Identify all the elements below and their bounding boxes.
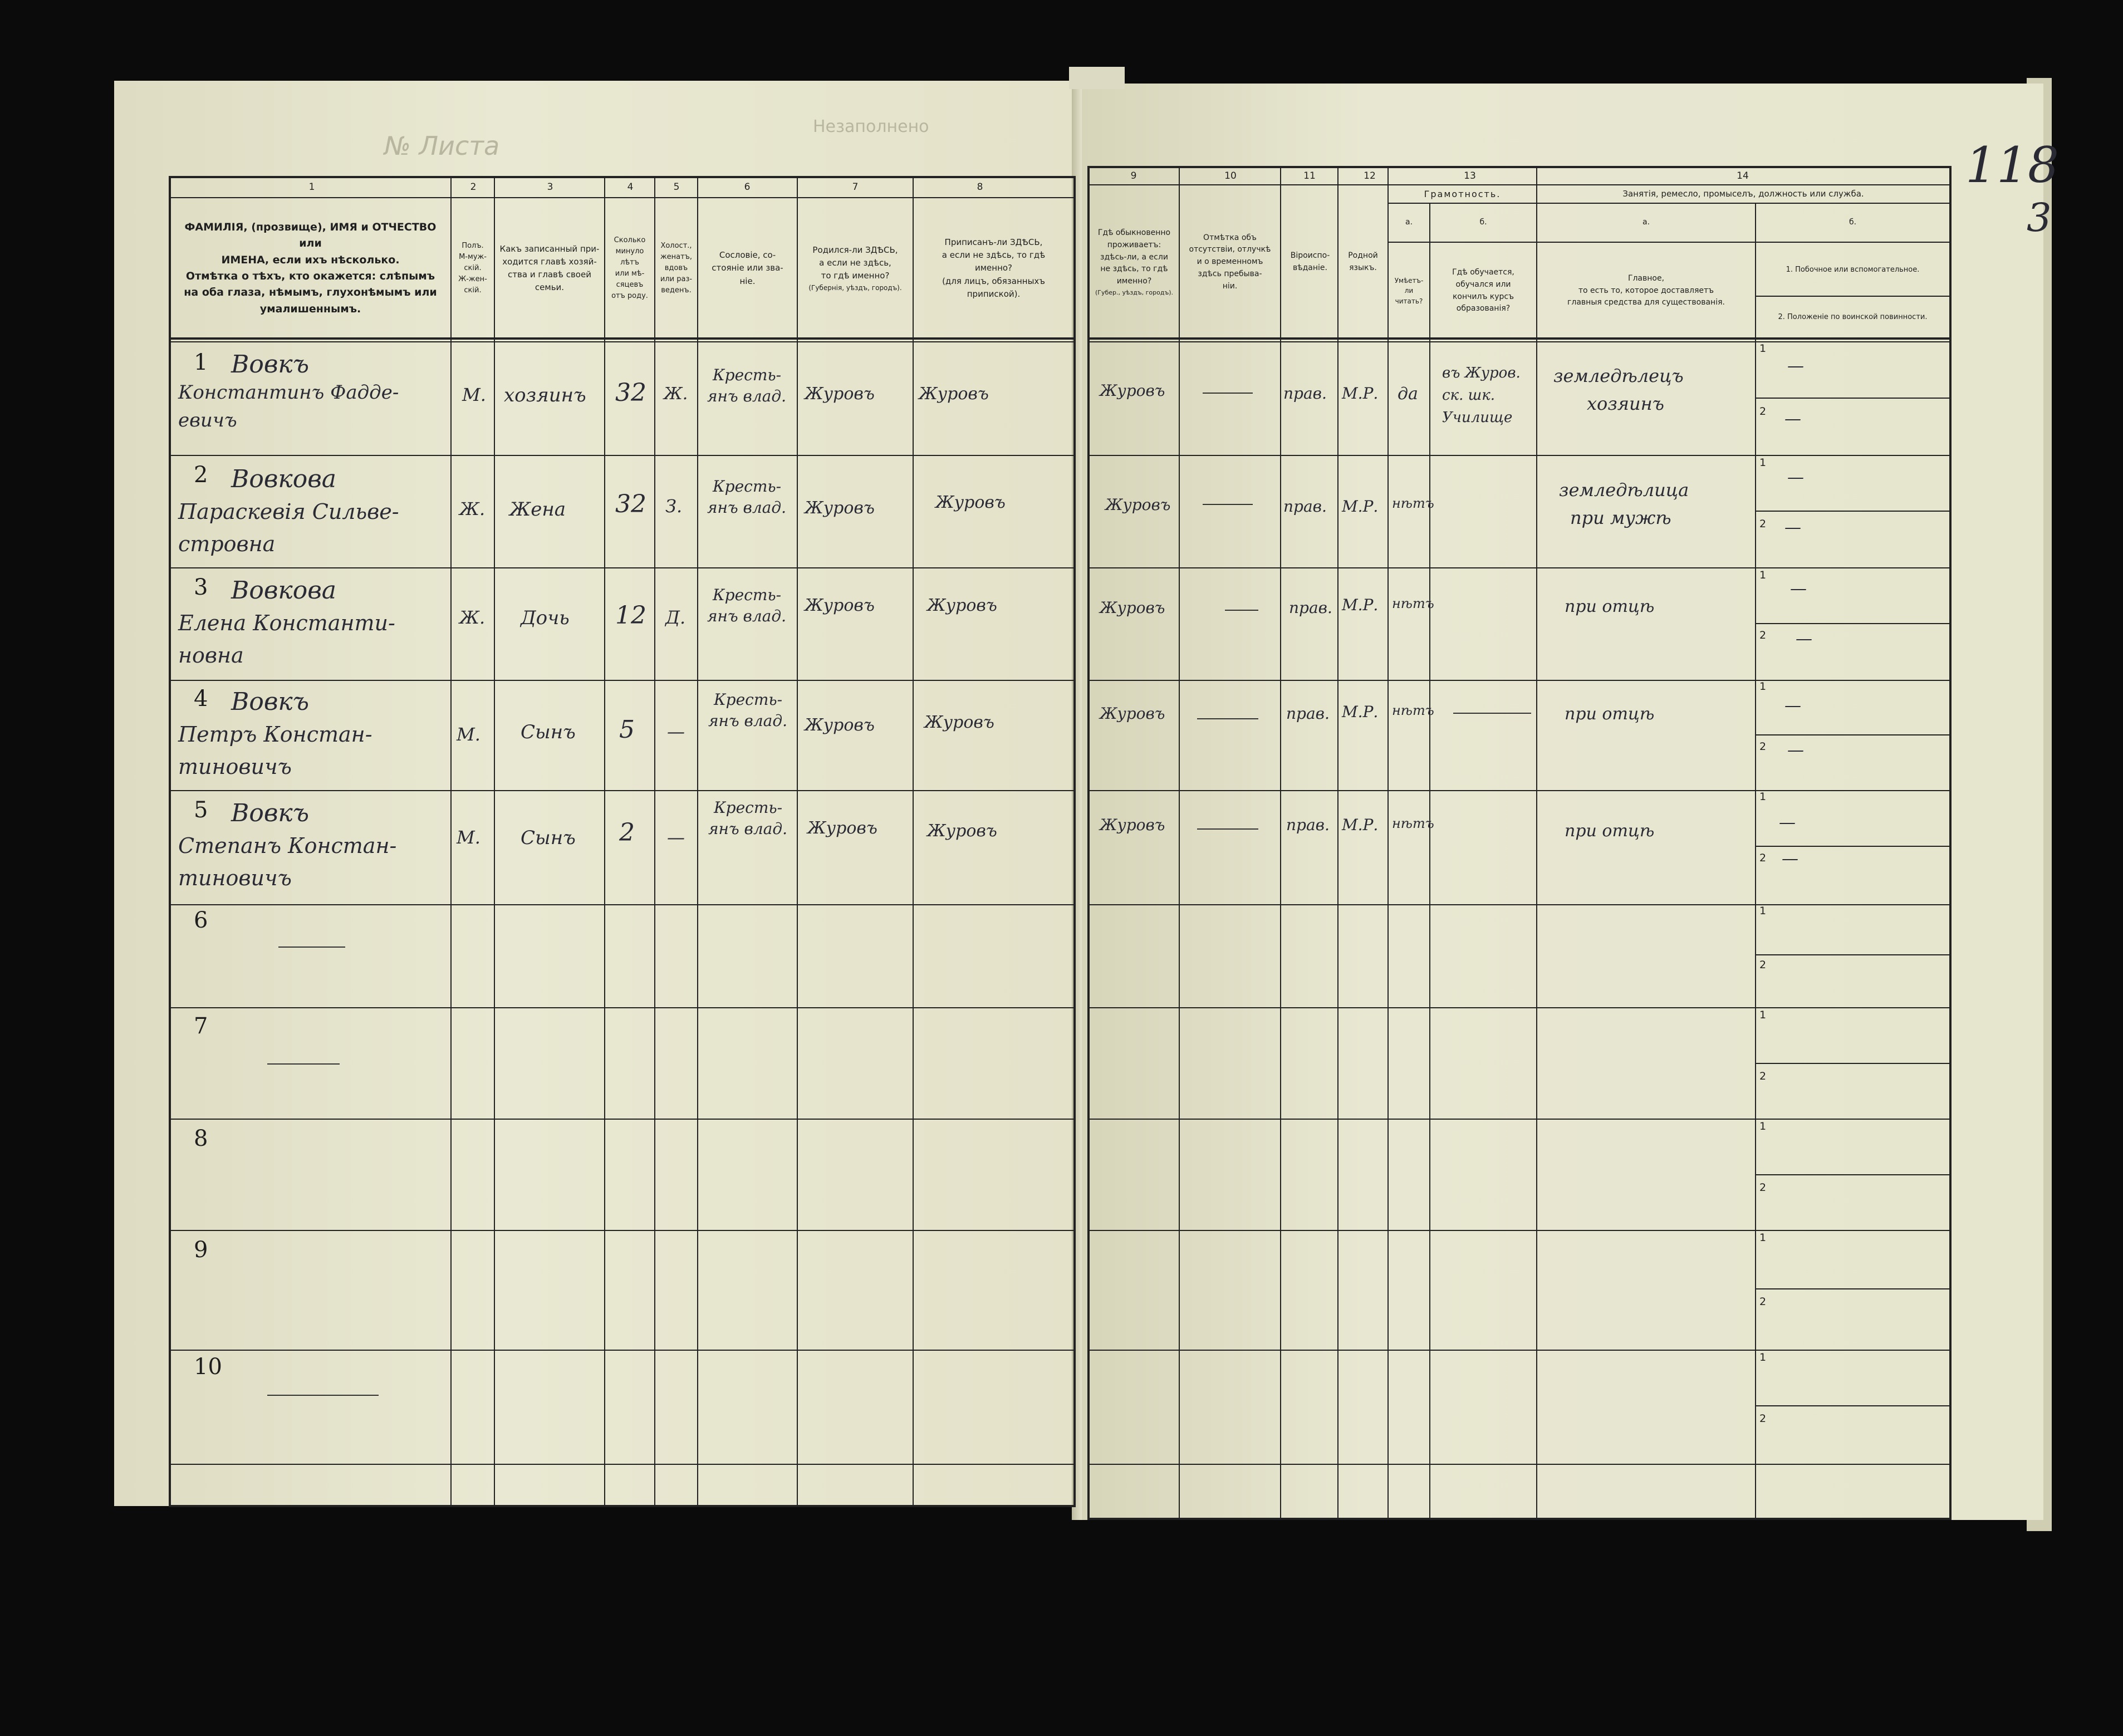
absence-cell: [1203, 504, 1253, 505]
col-number-6: 6: [744, 182, 751, 193]
estate-cell: [707, 365, 786, 407]
education-line: въ Журов.: [1442, 365, 1521, 381]
header-line: Умѣетъ-: [1394, 276, 1424, 285]
header-line: веденъ.: [661, 286, 692, 295]
col-number-5: 5: [673, 182, 680, 193]
age-cell: 2: [619, 818, 635, 847]
absence-cell: [1203, 393, 1253, 394]
name-line: Вовкова: [231, 465, 337, 493]
absence-cell: [1225, 610, 1258, 611]
archive-page-number: 118: [1965, 136, 2059, 194]
header-line: именно?: [974, 263, 1013, 273]
header-line: то гдѣ именно?: [821, 271, 890, 281]
header-absence-column: [1180, 189, 1279, 335]
person-name: [178, 463, 399, 560]
sub-label-1: 1: [1759, 1232, 1767, 1244]
sub-label-2: 2: [1759, 629, 1767, 641]
sub-label-2: 2: [1759, 852, 1767, 864]
header-line: вдовъ: [664, 263, 688, 272]
row-number: 1: [194, 350, 208, 375]
sub-label-2: 2: [1759, 1296, 1767, 1308]
military-status-dash: —: [1796, 629, 1812, 649]
header-ascribed-column: [914, 202, 1073, 335]
residence-cell: Журовъ: [1100, 816, 1165, 834]
sub-label-1: 1: [1759, 569, 1767, 581]
header-language-column: [1339, 189, 1387, 335]
name-line: новна: [178, 643, 244, 668]
header-line: (Губер., уѣздъ, городъ).: [1095, 288, 1174, 296]
occupation-line: при мужѣ: [1570, 507, 1671, 528]
empty-entry-dash: [278, 947, 345, 948]
estate-line: янъ влад.: [707, 607, 787, 625]
header-line: Віроиспо-: [1290, 251, 1330, 261]
header-line: не здѣсь, то гдѣ: [1100, 264, 1168, 274]
religion-cell: прав.: [1283, 497, 1327, 516]
col-number-2: 2: [470, 182, 477, 193]
row-number: 6: [194, 908, 208, 933]
empty-entry-dash: [267, 1063, 340, 1065]
name-line: Вовкъ: [231, 688, 310, 716]
literacy-cell: нѣтъ: [1392, 596, 1434, 611]
ascribed-cell: Журовъ: [927, 596, 997, 615]
residence-cell: Журовъ: [1100, 599, 1165, 617]
sub-label-1: 1: [1759, 457, 1767, 469]
estate-line: янъ влад.: [707, 498, 787, 517]
marital-cell: —: [667, 721, 685, 742]
header-line: женатъ,: [660, 252, 693, 261]
header-sex-column: [452, 202, 493, 335]
estate-cell: [708, 689, 787, 732]
sub-label-1: 1: [1759, 342, 1767, 355]
row-number: 5: [194, 797, 208, 823]
header-line: сяцевъ: [616, 281, 644, 290]
header-line: Отмѣтка о тѣхъ, кто окажется: слѣпымъ: [185, 270, 435, 282]
header-line: ли: [1404, 287, 1414, 295]
secondary-occupation-dash: —: [1790, 579, 1807, 599]
header-line: отсутствіи, отлучкѣ: [1189, 245, 1271, 254]
header-line: кончилъ курсъ: [1452, 292, 1514, 301]
occupation-line: земледѣлецъ: [1553, 365, 1684, 386]
header-line: стояніе или зва-: [712, 263, 783, 273]
religion-cell: прав.: [1286, 704, 1330, 723]
sub-label-2: 2: [1759, 741, 1767, 753]
header-line: Ж-жен-: [458, 275, 487, 284]
religion-cell: прав.: [1286, 816, 1330, 834]
person-name: [178, 350, 399, 434]
birthplace-cell: Журовъ: [805, 715, 875, 735]
sex-cell: М.: [462, 384, 486, 405]
header-line: Сколько: [614, 236, 646, 244]
header-line: Гдѣ обучается,: [1452, 268, 1514, 277]
language-cell: М.Р.: [1342, 596, 1379, 614]
residence-cell: Журовъ: [1100, 381, 1165, 400]
sex-cell: Ж.: [459, 607, 486, 628]
education-cell: [1453, 713, 1531, 714]
sub-label-1: 1: [1759, 680, 1767, 693]
occupation-cell: [1553, 362, 1684, 418]
header-line: Полъ.: [462, 241, 484, 250]
header-name-column: [173, 202, 448, 335]
header-line: Главное,: [1627, 273, 1665, 283]
name-line: Вовкъ: [231, 799, 310, 827]
header-line: образованія?: [1456, 304, 1511, 313]
header-line: ходится главѣ хозяй-: [502, 256, 597, 267]
header-line: ФАМИЛІЯ, (прозвище), ИМЯ и ОТЧЕСТВО или: [184, 220, 437, 250]
name-line: стровна: [178, 532, 276, 556]
estate-line: Кресть-: [713, 586, 782, 604]
sub-label-2: 2: [1759, 1070, 1767, 1082]
header-line: (Губернія, уѣздъ, городъ).: [808, 283, 902, 292]
estate-cell: [707, 585, 786, 627]
col-number-10: 10: [1224, 170, 1237, 182]
name-line: Елена Константи-: [178, 611, 395, 635]
header-main-occupation: [1538, 245, 1754, 337]
header-line: отъ роду.: [611, 292, 648, 301]
header-line: скій.: [464, 286, 482, 295]
education-line: ск. шк.: [1442, 387, 1496, 404]
sex-cell: Ж.: [459, 498, 486, 519]
ascribed-cell: Журовъ: [919, 384, 989, 404]
person-name: [178, 686, 372, 783]
header-relation-column: [496, 202, 604, 335]
relation-cell: Сынъ: [521, 827, 576, 849]
header-line: Какъ записанный при-: [499, 243, 600, 254]
birthplace-cell: Журовъ: [807, 818, 877, 838]
estate-line: янъ влад.: [708, 712, 788, 730]
header-literacy-a-label: а.: [1405, 218, 1413, 227]
col-number-4: 4: [627, 182, 634, 193]
header-line: вѣданіе.: [1292, 263, 1327, 272]
residence-cell: Журовъ: [1105, 496, 1171, 514]
estate-line: Кресть-: [713, 477, 782, 496]
military-status-dash: —: [1784, 518, 1801, 537]
archive-page-mark: 3: [2027, 195, 2052, 241]
occupation-cell: при отцѣ: [1565, 821, 1655, 841]
sub-label-2: 2: [1759, 1181, 1767, 1194]
col-number-14: 14: [1737, 170, 1749, 182]
ascribed-cell: Журовъ: [927, 821, 997, 841]
age-cell: 12: [615, 601, 646, 630]
relation-cell: Дочь: [521, 607, 570, 629]
marital-cell: Д.: [665, 607, 686, 628]
sub-label-1: 1: [1759, 1120, 1767, 1132]
header-line: ніе.: [739, 276, 756, 286]
name-line: Параскевія Сильве-: [178, 499, 399, 524]
religion-cell: прав.: [1289, 599, 1332, 617]
row-number: 2: [194, 462, 208, 488]
relation-cell: Сынъ: [521, 721, 576, 743]
row-number: 3: [194, 575, 208, 600]
name-line: Петръ Констан-: [178, 722, 372, 747]
age-cell: 32: [615, 379, 646, 407]
absence-cell: [1197, 718, 1258, 719]
header-line: лѣтъ: [620, 258, 639, 267]
header-line: Гдѣ обыкновенно: [1097, 228, 1171, 238]
row-number: 9: [194, 1237, 208, 1263]
sub-label-2: 2: [1759, 959, 1767, 971]
header-line: скій.: [464, 263, 482, 272]
sub-label-1: 1: [1759, 1009, 1767, 1021]
header-line: (для лицъ, обязанныхъ: [942, 276, 1045, 286]
age-cell: 32: [615, 490, 646, 518]
header-line: а если не здѣсь,: [819, 258, 891, 268]
estate-cell: [707, 476, 786, 518]
header-line: Приписанъ-ли ЗДѢСЬ,: [944, 237, 1043, 247]
secondary-occupation-dash: —: [1784, 696, 1801, 715]
religion-cell: прав.: [1283, 384, 1327, 403]
header-occupation-b-label: б.: [1849, 218, 1857, 227]
name-line: Константинъ Фадде-: [178, 381, 399, 404]
occupation-line: хозяинъ: [1587, 393, 1664, 414]
ascribed-cell: Журовъ: [924, 713, 994, 732]
sub-label-1: 1: [1759, 905, 1767, 917]
sex-cell: М.: [457, 827, 481, 848]
relation-cell: Жена: [509, 498, 566, 521]
occupation-cell: при отцѣ: [1565, 597, 1655, 616]
header-line: проживаетъ:: [1107, 240, 1161, 249]
header-line: М-муж-: [459, 252, 487, 261]
header-line: минуло: [615, 247, 644, 256]
person-name: [178, 575, 395, 671]
header-line: здѣсь-ли, а если: [1100, 252, 1168, 262]
header-line: языкъ.: [1349, 263, 1377, 272]
header-occupation-title: Занятія, ремесло, промыселъ, должность или служба.: [1622, 189, 1864, 199]
language-cell: М.Р.: [1342, 816, 1379, 834]
header-literacy-title: Грамотность.: [1424, 188, 1501, 199]
header-line: умалишеннымъ.: [259, 302, 361, 315]
relation-cell: хозяинъ: [504, 384, 586, 406]
literacy-cell: нѣтъ: [1392, 496, 1434, 511]
col-number-9: 9: [1130, 170, 1137, 182]
header-line: ніи.: [1222, 281, 1238, 291]
header-line: обучался или: [1455, 279, 1511, 289]
col-number-12: 12: [1364, 170, 1376, 182]
col-number-1: 1: [308, 182, 315, 193]
absence-cell: [1197, 828, 1258, 830]
person-name: [178, 797, 397, 894]
estate-cell: [708, 797, 787, 840]
header-line: Холост.,: [660, 241, 692, 250]
header-line: а если не здѣсь, то гдѣ: [942, 250, 1046, 261]
age-cell: 5: [619, 715, 635, 744]
education-line: Училище: [1442, 409, 1513, 426]
birthplace-cell: Журовъ: [805, 384, 875, 404]
name-line: Степанъ Констан-: [178, 833, 397, 858]
name-line: Вовкъ: [231, 350, 310, 379]
header-estate-column: [699, 202, 796, 335]
estate-line: Кресть-: [714, 798, 783, 817]
language-cell: М.Р.: [1342, 384, 1379, 403]
name-line: тиновичъ: [178, 754, 292, 779]
literacy-cell: да: [1398, 384, 1418, 404]
military-status-dash: —: [1782, 849, 1798, 869]
header-marital-column: [656, 202, 697, 335]
header-line: на оба глаза, нѣмымъ, глухонѣмымъ или: [184, 286, 437, 299]
marital-cell: —: [667, 827, 685, 848]
secondary-occupation-dash: —: [1787, 468, 1804, 487]
header-line: ства и главѣ своей: [508, 269, 591, 279]
faint-title: Незаполнено: [813, 117, 929, 136]
literacy-cell: нѣтъ: [1392, 816, 1434, 831]
sub-label-1: 1: [1759, 1351, 1767, 1364]
header-line: или раз-: [660, 275, 693, 284]
language-cell: М.Р.: [1342, 703, 1379, 721]
header-line: Сословіе, со-: [719, 250, 776, 261]
estate-line: Кресть-: [714, 690, 783, 709]
literacy-cell: нѣтъ: [1392, 703, 1434, 718]
header-military-status: 2. Положеніе по воинской повинности.: [1778, 312, 1928, 321]
header-line: то есть то, которое доставляетъ: [1578, 286, 1714, 295]
language-cell: М.Р.: [1342, 497, 1379, 516]
sub-label-2: 2: [1759, 518, 1767, 530]
birthplace-cell: Журовъ: [805, 596, 875, 615]
header-line: припиской).: [967, 288, 1021, 299]
name-line: Вовкова: [231, 576, 337, 605]
row-number: 4: [194, 686, 208, 712]
name-line: тиновичъ: [178, 866, 292, 890]
header-literacy-b-label: б.: [1479, 218, 1487, 227]
row-number: 7: [194, 1013, 208, 1039]
row-number: 10: [194, 1354, 222, 1380]
header-residence-column: [1090, 189, 1178, 335]
header-line: ИМЕНА, если ихъ нѣсколько.: [221, 253, 400, 266]
empty-entry-dash: [267, 1395, 379, 1396]
header-line: именно?: [1116, 277, 1152, 286]
name-line: евичъ: [178, 409, 237, 431]
header-line: Отмѣтка объ: [1203, 233, 1257, 242]
sex-cell: М.: [457, 724, 481, 745]
header-education-column: [1431, 245, 1536, 337]
estate-line: Кресть-: [713, 366, 782, 384]
secondary-occupation-dash: —: [1779, 813, 1796, 832]
header-can-read-column: [1389, 245, 1429, 337]
header-line: здѣсь пребыва-: [1198, 269, 1262, 278]
header-age-column: [606, 202, 654, 335]
sub-label-2: 2: [1759, 405, 1767, 418]
marital-cell: З.: [665, 496, 683, 517]
header-line: семьи.: [535, 282, 565, 293]
estate-line: янъ влад.: [707, 387, 787, 405]
sub-label-2: 2: [1759, 1413, 1767, 1425]
row-number: 8: [194, 1126, 208, 1151]
occupation-cell: [1559, 476, 1689, 532]
header-line: или мѣ-: [615, 269, 645, 278]
header-line: Родился-ли ЗДѢСЬ,: [812, 244, 898, 255]
military-status-dash: —: [1787, 741, 1804, 760]
header-occupation-a-label: а.: [1642, 218, 1650, 227]
marital-cell: Ж.: [664, 384, 688, 404]
residence-cell: Журовъ: [1100, 704, 1165, 723]
header-line: Родной: [1348, 251, 1378, 261]
header-religion-column: [1283, 189, 1337, 335]
occupation-cell: при отцѣ: [1565, 704, 1655, 724]
occupation-line: земледѣлица: [1559, 479, 1689, 501]
birthplace-cell: Журовъ: [805, 498, 875, 518]
education-cell: [1442, 362, 1521, 429]
header-birthplace-column: [798, 202, 912, 335]
header-line: главныя средства для существованія.: [1567, 298, 1725, 307]
faint-list-number: № Листа: [384, 131, 500, 161]
military-status-dash: —: [1784, 409, 1801, 429]
header-secondary-occupation: 1. Побочное или вспомогательное.: [1786, 265, 1920, 274]
header-line: и о временномъ: [1197, 257, 1263, 267]
ascribed-cell: Журовъ: [935, 493, 1006, 512]
col-number-13: 13: [1464, 170, 1476, 182]
col-number-3: 3: [547, 182, 553, 193]
col-number-8: 8: [977, 182, 983, 193]
sub-label-1: 1: [1759, 791, 1767, 803]
col-number-7: 7: [852, 182, 859, 193]
col-number-11: 11: [1303, 170, 1316, 182]
header-line: читать?: [1395, 297, 1423, 305]
estate-line: янъ влад.: [708, 820, 788, 838]
secondary-occupation-dash: —: [1787, 356, 1804, 376]
